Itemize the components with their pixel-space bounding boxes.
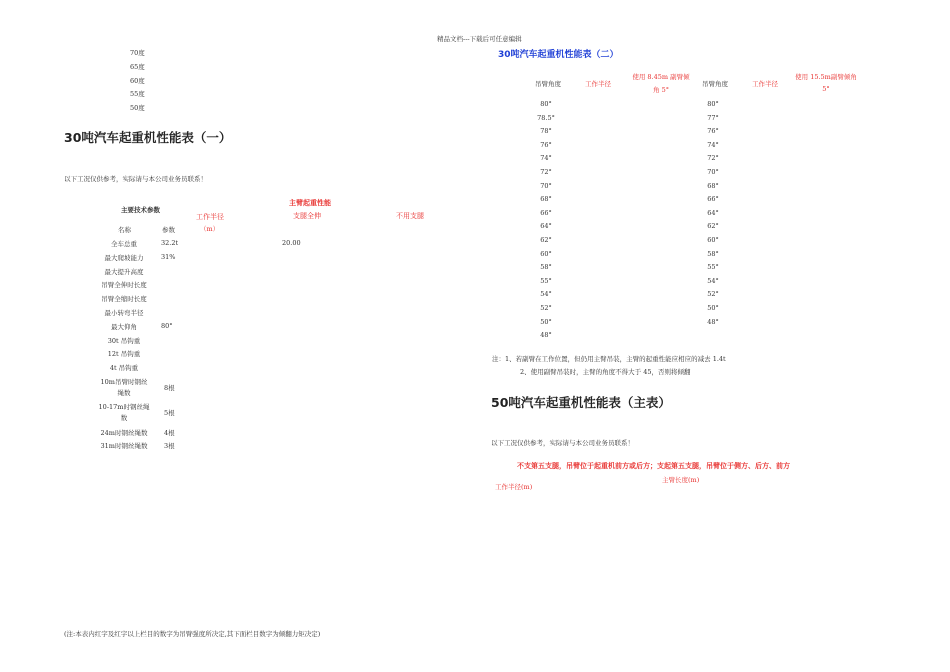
footnote: (注:本表内红字及红字以上栏目的数字为吊臂强度所决定,其下面栏目数字为倾翻力矩决定): [64, 630, 321, 638]
angle-item: 65度: [130, 62, 145, 71]
boom-angle-a: 50°: [540, 317, 552, 326]
angle-item: 70度: [130, 49, 145, 57]
boom-angle-b: 76°: [707, 127, 719, 136]
col-boom-angle: 吊臂角度: [535, 80, 561, 88]
col-no-outrigger: 不用支腿: [396, 212, 424, 220]
boom-angle-b: 72°: [707, 154, 719, 163]
param-value: 80°: [161, 321, 173, 330]
param-value: 32.2t: [161, 239, 179, 247]
col-work-radius: 工作半径: [196, 213, 224, 221]
boom-angle-a: 60°: [540, 249, 552, 258]
rope-row-name: 24m时钢丝绳数: [100, 429, 148, 437]
boom-angle-b: 80°: [707, 100, 719, 108]
boom-angle-a: 58°: [540, 263, 552, 272]
col-outrigger-extended: 支腿全伸: [293, 212, 321, 220]
param-header: 参数: [162, 226, 175, 234]
title-50t-main-table: [491, 393, 671, 411]
work-radius-label: 工作半径(m): [495, 483, 533, 491]
intro-text-2: 以下工况仅供参考，实际请与本公司业务员联系！: [491, 439, 634, 447]
boom-angle-a: 62°: [540, 236, 552, 244]
title2-text: 吨汽车起重机性能表（主表）: [508, 395, 671, 410]
boom-angle-a: 78.5°: [537, 113, 555, 122]
boom-angle-a: 66°: [540, 208, 552, 217]
boom-angle-b: 66°: [707, 195, 719, 204]
param-name: 4t 吊钩重: [109, 364, 139, 373]
title-30t-table-2: 30吨汽车起重机性能表（二）: [498, 50, 619, 60]
rope-row-name-cont: 数: [120, 414, 128, 422]
boom-angle-b: 54°: [707, 276, 719, 285]
boom-angle-b: 50°: [707, 304, 719, 312]
boom-angle-b: 55°: [707, 263, 719, 272]
col-work-radius-b: 工作半径: [752, 80, 778, 88]
boom-angle-a: 72°: [540, 168, 552, 176]
note-2: 2、使用副臂吊装时，主臂的角度不得大于 45，否则将倾翻: [520, 368, 691, 376]
boom-angle-b: 58°: [707, 249, 719, 258]
param-name: 吊臂全缩时长度: [101, 295, 147, 304]
boom-angle-b: 60°: [707, 236, 719, 244]
col-work-radius-a: 工作半径: [585, 80, 611, 88]
param-name: 吊臂全伸时长度: [101, 281, 147, 290]
col-jib-8-45m-line1: 使用 8.45m 副臂倾: [632, 73, 690, 81]
col-jib-8-45m-line2: 角 5°: [653, 86, 669, 94]
param-name: 最大爬坡能力: [104, 253, 144, 262]
first-radius-value: 20.00: [282, 239, 301, 247]
boom-angle-a: 52°: [540, 304, 552, 312]
boom-angle-a: 80°: [540, 100, 552, 108]
boom-angle-b: 77°: [707, 113, 719, 122]
col-main-boom-performance: 主臂起重性能: [289, 198, 331, 207]
main-boom-length-label: 主臂长度(m): [662, 476, 700, 484]
boom-angle-a: 70°: [540, 181, 552, 190]
param-name: 最小转弯半径: [104, 309, 144, 317]
note-1: 注：1、若副臂在工作位置，但仍用主臂吊装，主臂的起重性能应相应的减去 1.4t: [492, 355, 726, 363]
col-jib-15-5m: [790, 72, 862, 93]
col-work-radius-unit: （m）: [200, 225, 220, 233]
title-number: 30: [64, 130, 82, 145]
col-boom-angle-b: 吊臂角度: [702, 80, 728, 88]
rope-row-name: 10m吊臂时钢丝: [100, 378, 148, 386]
param-name: 30t 吊钩重: [107, 336, 141, 345]
boom-angle-a: 55°: [540, 276, 552, 285]
param-name: 全车总重: [111, 240, 137, 248]
rope-row-name-cont: 绳数: [117, 389, 131, 397]
boom-angle-a: 54°: [540, 290, 552, 299]
param-value: 31%: [161, 252, 176, 261]
boom-angle-b: 48°: [707, 317, 719, 326]
intro-text: 以下工况仅供参考，实际请与本公司业务员联系！: [64, 175, 207, 183]
title-text: 吨汽车起重机性能表（一）: [81, 130, 232, 145]
condition-text: 不支第五支腿，吊臂位于起重机前方或后方；支起第五支腿，吊臂位于侧方、后方、前方: [517, 461, 790, 470]
angle-item: 50度: [130, 104, 145, 113]
rope-row-value: 5根: [164, 409, 175, 417]
boom-angle-b: 64°: [707, 208, 719, 217]
rope-row-value: 8根: [164, 384, 175, 392]
rope-row-value: 3根: [164, 442, 175, 450]
col-jib-8-45m: [627, 72, 695, 94]
boom-angle-b: 74°: [707, 140, 719, 149]
rope-row-name: 10-17m时钢丝绳: [98, 403, 150, 411]
col-jib-15-5m-line2: 5°: [822, 85, 830, 93]
title-30t-table-1: [64, 128, 231, 146]
boom-angle-a: 64°: [540, 222, 552, 231]
boom-angle-b: 62°: [707, 222, 719, 231]
boom-angle-a: 76°: [540, 140, 552, 149]
boom-angle-a: 74°: [540, 154, 552, 163]
boom-angle-b: 52°: [707, 290, 719, 299]
angle-item: 55度: [130, 90, 145, 99]
boom-angle-a: 68°: [540, 195, 552, 204]
boom-angle-b: 70°: [707, 168, 719, 176]
rope-row-value: 4根: [164, 429, 175, 437]
title2-number: 50: [491, 395, 509, 410]
angle-item: 60度: [130, 76, 145, 85]
boom-angle-a: 48°: [540, 331, 552, 340]
page-header: 精品文档---下载后可任意编辑: [437, 35, 522, 43]
name-header: 名称: [118, 226, 131, 234]
rope-row-name: 31m时钢丝绳数: [100, 442, 148, 450]
boom-angle-b: 68°: [707, 181, 719, 190]
col-jib-15-5m-line1: 使用 15.5m副臂倾角: [795, 73, 857, 81]
param-name: 最大仰角: [111, 322, 137, 331]
param-name: 12t 吊钩重: [107, 350, 141, 359]
boom-angle-a: 78°: [540, 127, 552, 136]
tech-params-header: 主要技术参数: [121, 206, 160, 214]
param-name: 最大提升高度: [104, 267, 144, 276]
